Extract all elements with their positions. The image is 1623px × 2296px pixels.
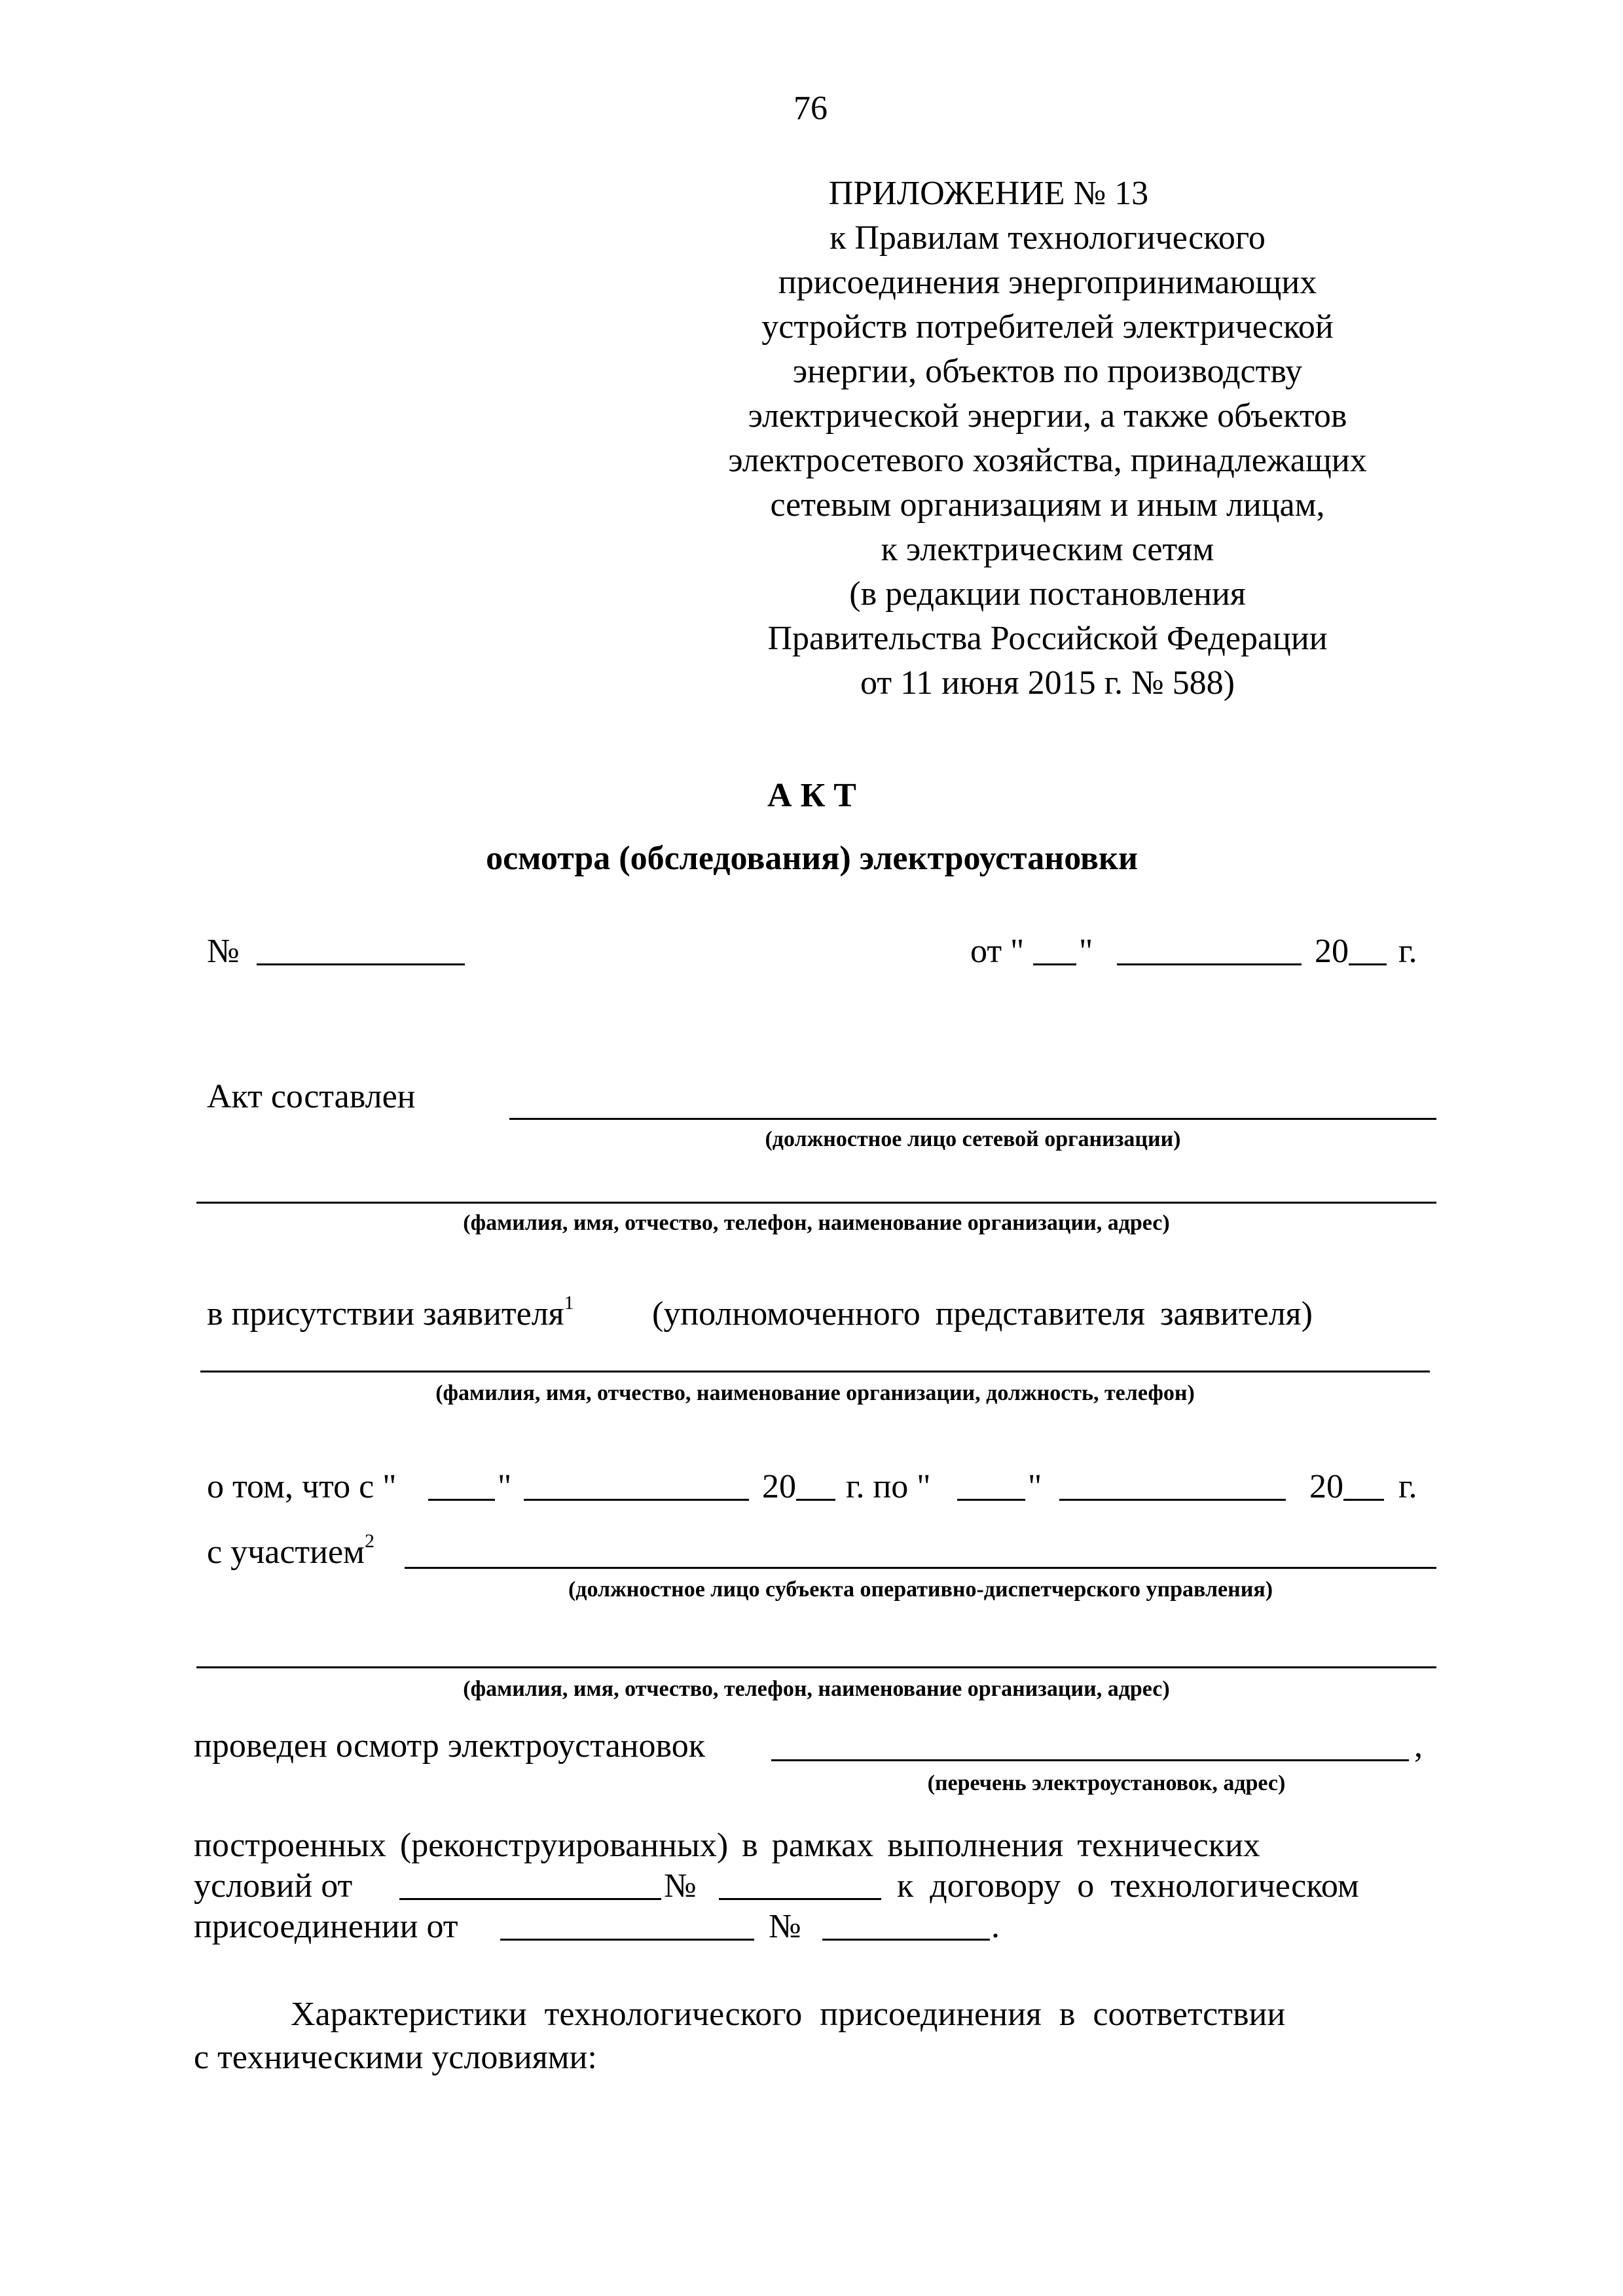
period-start: о том, что с " bbox=[207, 1468, 397, 1505]
compiled-label: Акт составлен bbox=[207, 1078, 416, 1115]
characteristics-line-1: Характеристики технологического присоединения в соответствии bbox=[291, 1996, 1286, 2033]
appendix-line: электрической энергии, а также объектов bbox=[748, 397, 1347, 435]
inspection-caption: (перечень электроустановок, адрес) bbox=[927, 1771, 1286, 1795]
footnote-ref-1: 1 bbox=[564, 1292, 574, 1314]
period-end-suffix: г. bbox=[1398, 1468, 1417, 1505]
inspection-comma: , bbox=[1414, 1727, 1423, 1765]
characteristics-line-2: с техническими условиями: bbox=[194, 2039, 597, 2076]
inspection-label: проведен осмотр электроустановок bbox=[194, 1727, 705, 1765]
presence-caption: (фамилия, имя, отчество, наименование организации, должность, телефон) bbox=[435, 1381, 1195, 1405]
act-subtitle: осмотра (обследования) электроустановки bbox=[486, 840, 1138, 877]
tech-conditions-number-field[interactable] bbox=[719, 1898, 881, 1900]
built-line3-no: № bbox=[769, 1908, 801, 1945]
contract-date-field[interactable] bbox=[500, 1939, 754, 1941]
appendix-line: к Правилам технологического bbox=[830, 219, 1266, 257]
appendix-line: к электрическим сетям bbox=[881, 531, 1214, 568]
participation-person-field[interactable] bbox=[196, 1666, 1436, 1668]
built-line3-start: присоединении от bbox=[194, 1908, 458, 1945]
appendix-line: от 11 июня 2015 г. № 588) bbox=[860, 664, 1235, 702]
contract-number-field[interactable] bbox=[822, 1939, 990, 1941]
appendix-line: энергии, объектов по производству bbox=[792, 353, 1303, 390]
period-year-1: 20 bbox=[762, 1468, 796, 1505]
date-year-suffix: г. bbox=[1398, 933, 1417, 970]
period-quote-2: " bbox=[1028, 1468, 1042, 1505]
participation-official-field[interactable] bbox=[405, 1567, 1436, 1569]
period-end-day-field[interactable] bbox=[957, 1499, 1025, 1501]
compiled-caption-1: (должностное лицо сетевой организации) bbox=[765, 1127, 1181, 1151]
compiled-person-field[interactable] bbox=[196, 1202, 1436, 1204]
appendix-line: (в редакции постановления bbox=[849, 575, 1246, 613]
period-start-day-field[interactable] bbox=[428, 1499, 495, 1501]
act-number-label: № bbox=[207, 933, 240, 970]
appendix-line: устройств потребителей электрической bbox=[761, 308, 1334, 346]
participation-label: с участием$^2$ bbox=[207, 1530, 374, 1571]
period-start-month-field[interactable] bbox=[524, 1499, 749, 1501]
act-title: А К Т bbox=[767, 777, 856, 814]
date-year-label: 20 bbox=[1315, 933, 1349, 970]
inspection-list-field[interactable] bbox=[771, 1759, 1409, 1761]
period-end-month-field[interactable] bbox=[1059, 1499, 1286, 1501]
built-line3-end: . bbox=[991, 1908, 1000, 1945]
built-line2-no: № bbox=[664, 1867, 697, 1905]
date-day-field[interactable] bbox=[1033, 963, 1076, 965]
appendix-line: сетевым организациям и иным лицам, bbox=[770, 486, 1325, 524]
date-from-label: от " bbox=[970, 933, 1025, 970]
built-line-1: построенных (реконструированных) в рамках выполнения технических bbox=[194, 1827, 1260, 1864]
compiled-official-field[interactable] bbox=[509, 1118, 1436, 1120]
presence-text: в присутствии заявителя$^1$ bbox=[207, 1292, 574, 1333]
presence-text-2: (уполномоченного представителя заявителя) bbox=[652, 1295, 1313, 1333]
footnote-ref-2: 2 bbox=[364, 1530, 374, 1552]
presence-person-field[interactable] bbox=[200, 1371, 1430, 1372]
participation-caption-2: (фамилия, имя, отчество, телефон, наименование организации, адрес) bbox=[463, 1677, 1170, 1701]
appendix-title: ПРИЛОЖЕНИЕ № 13 bbox=[828, 175, 1149, 212]
act-number-field[interactable] bbox=[257, 963, 465, 965]
built-line2-end: к договору о технологическом bbox=[897, 1867, 1359, 1905]
period-year-2: 20 bbox=[1309, 1468, 1343, 1505]
page-number: 76 bbox=[793, 90, 828, 127]
period-mid: г. по " bbox=[846, 1468, 931, 1505]
period-start-year-field[interactable] bbox=[796, 1499, 835, 1501]
appendix-line: Правительства Российской Федерации bbox=[767, 620, 1328, 657]
tech-conditions-date-field[interactable] bbox=[399, 1898, 661, 1900]
participation-caption-1: (должностное лицо субъекта оперативно-диспетчерского управления) bbox=[568, 1577, 1273, 1602]
appendix-block bbox=[674, 221, 1421, 711]
period-quote-1: " bbox=[498, 1468, 512, 1505]
date-month-field[interactable] bbox=[1117, 963, 1302, 965]
date-quote: " bbox=[1079, 933, 1093, 970]
built-line2-start: условий от bbox=[194, 1867, 353, 1905]
appendix-line: электросетевого хозяйства, принадлежащих bbox=[728, 442, 1367, 479]
date-year-field[interactable] bbox=[1349, 963, 1387, 965]
period-end-year-field[interactable] bbox=[1343, 1499, 1384, 1501]
appendix-line: присоединения энергопринимающих bbox=[778, 264, 1317, 301]
compiled-caption-2: (фамилия, имя, отчество, телефон, наименование организации, адрес) bbox=[463, 1211, 1170, 1235]
